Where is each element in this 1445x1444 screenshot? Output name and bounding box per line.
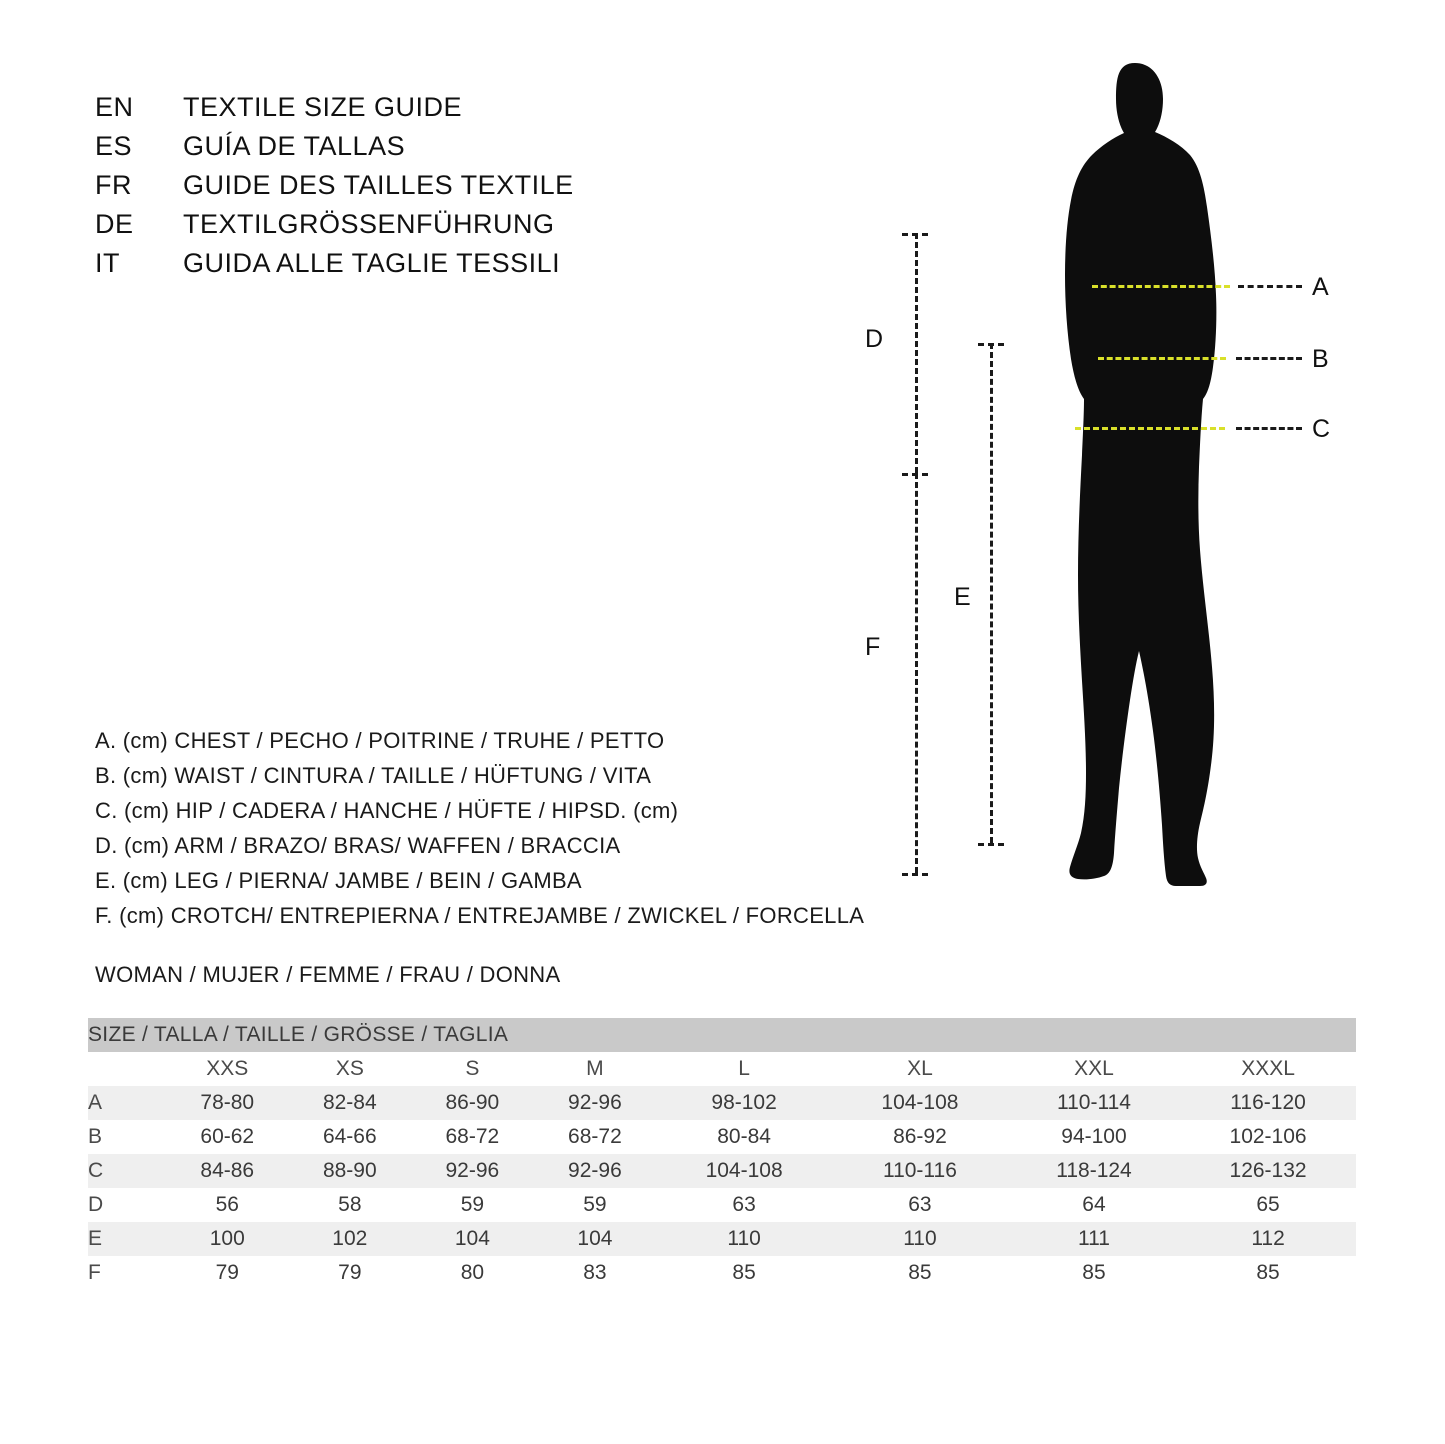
col-head-xxxl: XXXL (1180, 1052, 1356, 1086)
cell-a-xxxl: 116-120 (1180, 1086, 1356, 1120)
cell-b-xxl: 94-100 (1008, 1120, 1180, 1154)
leg-bracket-cap-top (978, 343, 1004, 346)
label-e: E (954, 583, 971, 611)
cell-a-xs: 82-84 (289, 1086, 412, 1120)
title-text-en: TEXTILE SIZE GUIDE (183, 92, 463, 122)
table-row (88, 1086, 1356, 1120)
row-label-b: B (88, 1120, 166, 1154)
hip-lead-line (1236, 427, 1302, 430)
arm-bracket-cap-top (902, 233, 928, 236)
title-lang-it: IT (95, 248, 120, 278)
cell-e-xxxl: 112 (1180, 1222, 1356, 1256)
chest-lead-line (1238, 285, 1302, 288)
cell-b-xl: 86-92 (832, 1120, 1008, 1154)
cell-e-xxs: 100 (166, 1222, 289, 1256)
cell-e-xxl: 111 (1008, 1222, 1180, 1256)
cell-f-xxxl: 85 (1180, 1256, 1356, 1290)
corner-cell (88, 1052, 166, 1086)
col-head-m: M (534, 1052, 657, 1086)
label-d: D (865, 325, 884, 353)
table-row (88, 1188, 1356, 1222)
table-row (88, 1154, 1356, 1188)
cell-f-l: 85 (656, 1256, 832, 1290)
legend-item-e: E. (cm) LEG / PIERNA/ JAMBE / BEIN / GAMBA (95, 868, 582, 893)
cell-d-xxxl: 65 (1180, 1188, 1356, 1222)
cell-b-m: 68-72 (534, 1120, 657, 1154)
cell-f-xs: 79 (289, 1256, 412, 1290)
cell-a-xxl: 110-114 (1008, 1086, 1180, 1120)
cell-d-xl: 63 (832, 1188, 1008, 1222)
cell-a-m: 92-96 (534, 1086, 657, 1120)
crotch-bracket-cap-bottom (902, 873, 928, 876)
cell-f-xxs: 79 (166, 1256, 289, 1290)
label-b: B (1312, 345, 1329, 373)
legend-item-d: D. (cm) ARM / BRAZO/ BRAS/ WAFFEN / BRACCIA (95, 833, 621, 858)
cell-b-xxs: 60-62 (166, 1120, 289, 1154)
title-lang-fr: FR (95, 170, 132, 200)
cell-f-xxl: 85 (1008, 1256, 1180, 1290)
title-text-de: TEXTILGRÖSSENFÜHRUNG (183, 209, 555, 239)
gender-label: WOMAN / MUJER / FEMME / FRAU / DONNA (95, 962, 561, 987)
cell-c-xl: 110-116 (832, 1154, 1008, 1188)
cell-e-xs: 102 (289, 1222, 412, 1256)
cell-c-s: 92-96 (411, 1154, 534, 1188)
female-silhouette-icon (1020, 55, 1250, 890)
title-row (95, 131, 574, 170)
legend-block (95, 723, 864, 933)
cell-a-xxs: 78-80 (166, 1086, 289, 1120)
cell-a-s: 86-90 (411, 1086, 534, 1120)
cell-c-xxl: 118-124 (1008, 1154, 1180, 1188)
legend-item-c: C. (cm) HIP / CADERA / HANCHE / HÜFTE / HIPSD. (cm) (95, 798, 679, 823)
leg-bracket (990, 343, 993, 843)
cell-b-xxxl: 102-106 (1180, 1120, 1356, 1154)
leg-bracket-cap-bottom (978, 843, 1004, 846)
table-band-header-label: SIZE / TALLA / TAILLE / GRÖSSE / TAGLIA (88, 1018, 1356, 1052)
cell-e-s: 104 (411, 1222, 534, 1256)
col-head-xs: XS (289, 1052, 412, 1086)
legend-item-b: B. (cm) WAIST / CINTURA / TAILLE / HÜFTUNG / VITA (95, 763, 652, 788)
legend-item-f: F. (cm) CROTCH/ ENTREPIERNA / ENTREJAMBE / ZWICKEL / FORCELLA (95, 903, 865, 928)
cell-d-xs: 58 (289, 1188, 412, 1222)
col-head-xxl: XXL (1008, 1052, 1180, 1086)
col-head-s: S (411, 1052, 534, 1086)
title-row (95, 170, 574, 209)
cell-f-m: 83 (534, 1256, 657, 1290)
cell-c-xxxl: 126-132 (1180, 1154, 1356, 1188)
row-label-e: E (88, 1222, 166, 1256)
title-lang-es: ES (95, 131, 133, 161)
cell-d-m: 59 (534, 1188, 657, 1222)
cell-d-s: 59 (411, 1188, 534, 1222)
title-text-es: GUÍA DE TALLAS (183, 131, 406, 161)
chest-measure-line (1092, 285, 1230, 288)
table-column-headers (88, 1052, 1356, 1086)
size-table (88, 1018, 1356, 1290)
title-text-fr: GUIDE DES TAILLES TEXTILE (183, 170, 574, 200)
cell-e-l: 110 (656, 1222, 832, 1256)
cell-b-xs: 64-66 (289, 1120, 412, 1154)
cell-f-xl: 85 (832, 1256, 1008, 1290)
title-block (95, 92, 574, 287)
body-measurement-diagram (840, 55, 1360, 905)
table-row (88, 1222, 1356, 1256)
cell-d-l: 63 (656, 1188, 832, 1222)
title-lang-de: DE (95, 209, 134, 239)
cell-c-l: 104-108 (656, 1154, 832, 1188)
label-a: A (1312, 273, 1329, 301)
row-label-a: A (88, 1086, 166, 1120)
row-label-c: C (88, 1154, 166, 1188)
cell-b-l: 80-84 (656, 1120, 832, 1154)
cell-e-m: 104 (534, 1222, 657, 1256)
cell-e-xl: 110 (832, 1222, 1008, 1256)
table-band-header (88, 1018, 1356, 1052)
label-f: F (865, 633, 881, 661)
waist-lead-line (1236, 357, 1302, 360)
table-row (88, 1256, 1356, 1290)
cell-c-m: 92-96 (534, 1154, 657, 1188)
cell-c-xs: 88-90 (289, 1154, 412, 1188)
col-head-l: L (656, 1052, 832, 1086)
cell-a-xl: 104-108 (832, 1086, 1008, 1120)
cell-c-xxs: 84-86 (166, 1154, 289, 1188)
cell-d-xxl: 64 (1008, 1188, 1180, 1222)
hip-measure-line (1075, 427, 1225, 430)
cell-b-s: 68-72 (411, 1120, 534, 1154)
crotch-bracket (915, 473, 918, 873)
title-row (95, 92, 574, 131)
title-lang-en: EN (95, 92, 134, 122)
row-label-d: D (88, 1188, 166, 1222)
cell-a-l: 98-102 (656, 1086, 832, 1120)
title-row (95, 248, 574, 287)
title-text-it: GUIDA ALLE TAGLIE TESSILI (183, 248, 561, 278)
waist-measure-line (1098, 357, 1226, 360)
label-c: C (1312, 415, 1331, 443)
title-row (95, 209, 574, 248)
cell-f-s: 80 (411, 1256, 534, 1290)
legend-item-a: A. (cm) CHEST / PECHO / POITRINE / TRUHE / PETTO (95, 728, 665, 753)
col-head-xxs: XXS (166, 1052, 289, 1086)
table-row (88, 1120, 1356, 1154)
row-label-f: F (88, 1256, 166, 1290)
arm-bracket (915, 233, 918, 473)
col-head-xl: XL (832, 1052, 1008, 1086)
cell-d-xxs: 56 (166, 1188, 289, 1222)
